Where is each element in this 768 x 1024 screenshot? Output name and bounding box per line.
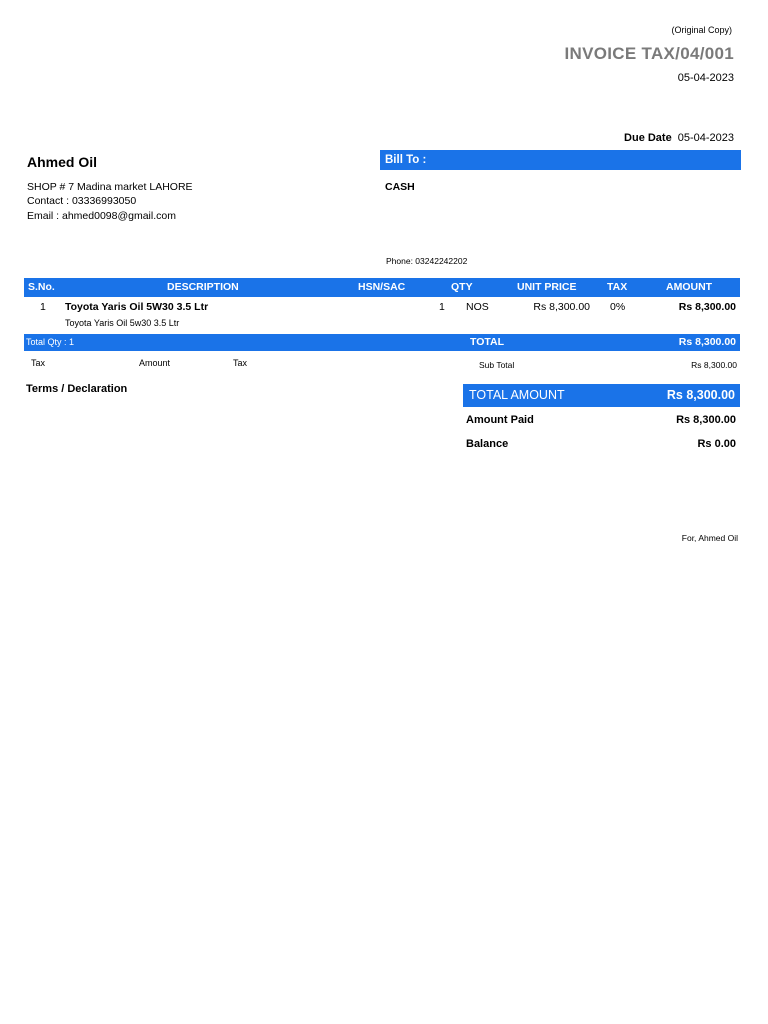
col-tax: TAX <box>607 281 628 293</box>
total-amount-value: Rs 8,300.00 <box>666 388 735 402</box>
due-date-label: Due Date <box>624 132 672 144</box>
total-amount-bar <box>463 384 740 407</box>
invoice-title: INVOICE TAX/04/001 <box>564 44 734 63</box>
col-amount: AMOUNT <box>666 281 713 293</box>
total-label: TOTAL <box>470 336 505 348</box>
invoice-date: 05-04-2023 <box>677 72 734 84</box>
tax-summary-amount-label: Amount <box>139 358 171 368</box>
row-unit: NOS <box>466 301 489 313</box>
bill-to-name: CASH <box>385 181 415 193</box>
tax-summary-tax-label: Tax <box>31 358 46 368</box>
seller-name: Ahmed Oil <box>27 154 98 170</box>
total-value: Rs 8,300.00 <box>678 336 736 348</box>
col-sno: S.No. <box>28 281 55 293</box>
seller-address: SHOP # 7 Madina market LAHORE <box>27 181 193 193</box>
sub-total-value: Rs 8,300.00 <box>691 360 737 370</box>
copy-note: (Original Copy) <box>671 25 732 35</box>
col-description: DESCRIPTION <box>167 281 239 293</box>
items-table-header <box>24 278 740 297</box>
seller-email: Email : ahmed0098@gmail.com <box>27 210 176 222</box>
seller-contact: Contact : 03336993050 <box>27 195 137 207</box>
row-description: Toyota Yaris Oil 5W30 3.5 Ltr <box>65 301 209 313</box>
balance-label: Balance <box>466 438 509 450</box>
for-signature-line: For, Ahmed Oil <box>681 533 738 543</box>
tax-summary-tax-label-2: Tax <box>233 358 248 368</box>
balance-value: Rs 0.00 <box>697 438 736 450</box>
row-unit-price: Rs 8,300.00 <box>533 301 590 313</box>
amount-paid-value: Rs 8,300.00 <box>676 414 736 426</box>
col-qty: QTY <box>451 281 473 293</box>
total-qty: Total Qty : 1 <box>26 337 75 347</box>
terms-declaration: Terms / Declaration <box>26 383 128 395</box>
bill-to-header: Bill To : <box>380 150 741 170</box>
row-tax: 0% <box>610 301 626 313</box>
col-unit-price: UNIT PRICE <box>517 281 577 293</box>
amount-paid-label: Amount Paid <box>466 414 534 426</box>
row-sno: 1 <box>40 301 46 313</box>
row-qty: 1 <box>439 301 445 313</box>
bill-to-phone: Phone: 03242242202 <box>386 256 468 266</box>
col-hsn: HSN/SAC <box>358 281 406 293</box>
row-sub-description: Toyota Yaris Oil 5w30 3.5 Ltr <box>65 318 180 328</box>
sub-total-label: Sub Total <box>479 360 515 370</box>
due-date-value: 05-04-2023 <box>677 132 734 144</box>
balance-row <box>466 438 736 452</box>
amount-paid-row <box>466 414 736 428</box>
due-date <box>624 132 734 144</box>
row-amount: Rs 8,300.00 <box>678 301 736 313</box>
total-amount-label: TOTAL AMOUNT <box>469 388 565 402</box>
totals-bar <box>24 334 740 351</box>
